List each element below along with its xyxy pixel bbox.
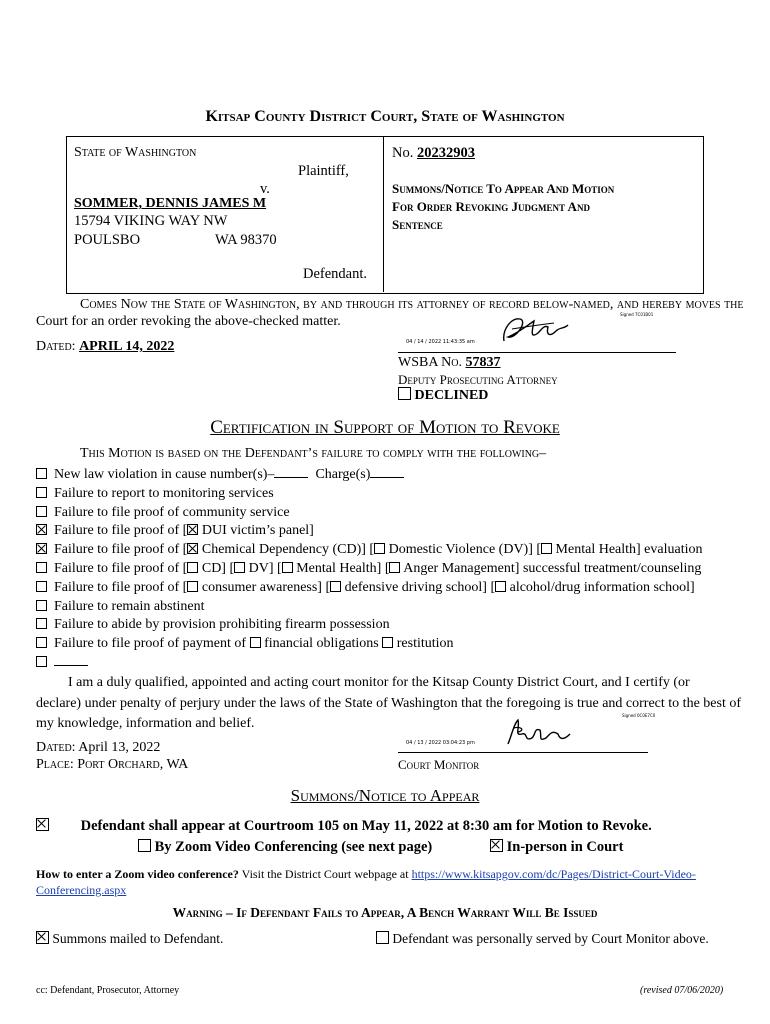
violation-item bbox=[36, 485, 703, 504]
cd-treatment-checkbox[interactable] bbox=[187, 562, 198, 573]
monitor-place-value: Port Orchard, WA bbox=[77, 757, 189, 772]
document-title bbox=[392, 180, 614, 234]
restitution-checkbox[interactable] bbox=[382, 637, 393, 648]
violation-item bbox=[36, 654, 703, 673]
violation-checkbox[interactable] bbox=[36, 506, 47, 517]
violation-text: Failure to remain abstinent bbox=[54, 598, 205, 614]
caption-divider bbox=[383, 136, 384, 292]
monitor-sig-id: Signed 0C0E7C0 bbox=[622, 713, 656, 718]
violation-item: Failure to file proof of [ DUI victim’s panel] bbox=[36, 522, 703, 541]
financial-checkbox[interactable] bbox=[250, 637, 261, 648]
declaration-3: my knowledge, information and belief. bbox=[36, 716, 255, 731]
defendant-city: POULSBO bbox=[74, 232, 141, 248]
violation-checkbox[interactable] bbox=[36, 468, 47, 479]
violation-item: New law violation in cause number(s)– Charge(s) bbox=[36, 466, 703, 485]
zoom-link-2[interactable]: Conferencing.aspx bbox=[36, 883, 127, 897]
wsba-label: WSBA No. bbox=[398, 355, 463, 370]
monitor-sig-stamp: 04 / 13 / 2022 03:04:23 pm bbox=[406, 740, 475, 746]
plaintiff-label: Plaintiff, bbox=[298, 163, 349, 179]
case-number-label: No. bbox=[392, 145, 414, 161]
cc-line: cc: Defendant, Prosecutor, Attorney bbox=[36, 985, 180, 996]
declaration-1: I am a duly qualified, appointed and acting court monitor for the Kitsap County District Court, and I certify (or bbox=[68, 675, 690, 690]
certification-intro: This Motion is based on the Defendant’s failure to comply with the following– bbox=[80, 446, 547, 461]
appear-row bbox=[36, 818, 652, 835]
motion-dated-value: APRIL 14, 2022 bbox=[79, 339, 175, 354]
inperson-checkbox[interactable] bbox=[490, 839, 503, 852]
monitor-dated bbox=[36, 740, 160, 756]
violation-checkbox[interactable] bbox=[36, 637, 47, 648]
plaintiff-name: State of Washington bbox=[74, 145, 197, 160]
case-number-row bbox=[392, 145, 475, 162]
served-checkbox[interactable] bbox=[376, 931, 389, 944]
violation-text: Failure to file proof of community service bbox=[54, 504, 290, 520]
inperson-option-row bbox=[490, 839, 623, 856]
violation-checkbox[interactable] bbox=[36, 581, 47, 592]
violation-checkbox[interactable] bbox=[36, 600, 47, 611]
mailed-row bbox=[36, 931, 223, 947]
declined-label: DECLINED bbox=[414, 388, 489, 403]
declined-row bbox=[398, 387, 488, 404]
mailed-checkbox[interactable] bbox=[36, 931, 49, 944]
zoom-link-continued bbox=[36, 883, 126, 898]
prosecutor-signature bbox=[498, 311, 570, 349]
prosecutor-signature-line bbox=[398, 352, 676, 353]
document-title-line-2: For Order Revoking Judgment And bbox=[392, 199, 590, 214]
dui-panel-checkbox[interactable] bbox=[187, 524, 198, 535]
prosecutor-sig-id: Signed 7C01B01 bbox=[620, 312, 654, 317]
violation-checkbox[interactable] bbox=[36, 656, 47, 667]
monitor-role: Court Monitor bbox=[398, 757, 480, 772]
violation-item bbox=[36, 616, 703, 635]
driving-checkbox[interactable] bbox=[330, 581, 341, 592]
certification-heading: Certification in Support of Motion to Revoke bbox=[210, 417, 560, 438]
violation-item: Failure to file proof of [ consumer awareness] [ defensive driving school] [ alcohol/drug information school] bbox=[36, 579, 703, 598]
defendant-address: 15794 VIKING WAY NW bbox=[74, 213, 228, 229]
defendant-state-zip: WA 98370 bbox=[215, 232, 277, 248]
dv-eval-checkbox[interactable] bbox=[374, 543, 385, 554]
anger-checkbox[interactable] bbox=[389, 562, 400, 573]
zoom-checkbox[interactable] bbox=[138, 839, 151, 852]
violation-checkbox[interactable] bbox=[36, 562, 47, 573]
violation-item: Failure to file proof of [ CD] [ DV] [ Mental Health] [ Anger Management] successful treatment/counseling bbox=[36, 560, 703, 579]
zoom-instructions bbox=[36, 867, 696, 882]
prosecutor-sig-stamp: 04 / 14 / 2022 11:43:35 am bbox=[406, 339, 475, 345]
declaration-2: declare) under penalty of perjury under the laws of the State of Washington that the foregoing is true and correct to the best of bbox=[36, 696, 741, 711]
zoom-option-label: By Zoom Video Conferencing (see next page) bbox=[154, 839, 433, 855]
served-row bbox=[376, 931, 709, 947]
violation-item bbox=[36, 598, 703, 617]
defendant-name: SOMMER, DENNIS JAMES M bbox=[74, 196, 267, 211]
zoom-question: How to enter a Zoom video conference? bbox=[36, 867, 239, 881]
motion-intro-2: Court for an order revoking the above-checked matter. bbox=[36, 314, 341, 329]
violation-item: Failure to file proof of payment of financial obligations restitution bbox=[36, 635, 703, 654]
warning-text: Warning – If Defendant Fails to Appear, A Bench Warrant Will Be Issued bbox=[172, 905, 598, 920]
defendant-label: Defendant. bbox=[303, 266, 368, 282]
violation-text: Failure to abide by provision prohibiting firearm possession bbox=[54, 617, 390, 633]
violation-item bbox=[36, 504, 703, 523]
wsba-number: 57837 bbox=[465, 355, 501, 370]
monitor-signature bbox=[504, 714, 576, 750]
inperson-option-label: In-person in Court bbox=[506, 839, 624, 855]
violation-checkbox[interactable] bbox=[36, 524, 47, 535]
monitor-place bbox=[36, 757, 188, 773]
mailed-label: Summons mailed to Defendant. bbox=[52, 931, 224, 946]
case-number: 20232903 bbox=[416, 145, 475, 161]
zoom-option-row bbox=[138, 839, 432, 856]
monitor-signature-line bbox=[398, 752, 648, 753]
monitor-place-label: Place: bbox=[36, 757, 74, 772]
cd-eval-checkbox[interactable] bbox=[187, 543, 198, 554]
prosecutor-role: Deputy Prosecuting Attorney bbox=[398, 372, 558, 387]
summons-heading: Summons/Notice to Appear bbox=[290, 786, 480, 805]
violation-item: Failure to file proof of [ Chemical Dependency (CD)] [ Domestic Violence (DV)] [ Mental Health] evaluation bbox=[36, 541, 703, 560]
mh-treatment-checkbox[interactable] bbox=[282, 562, 293, 573]
monitor-dated-value: April 13, 2022 bbox=[78, 740, 161, 755]
court-title: Kitsap County District Court, State of Washington bbox=[205, 108, 565, 125]
declined-checkbox[interactable] bbox=[398, 387, 411, 400]
violation-list bbox=[36, 466, 703, 673]
violation-checkbox[interactable] bbox=[36, 543, 47, 554]
appear-text: Defendant shall appear at Courtroom 105 on May 11, 2022 at 8:30 am for Motion to Revoke. bbox=[80, 818, 652, 834]
motion-dated bbox=[36, 339, 174, 355]
mh-eval-checkbox[interactable] bbox=[541, 543, 552, 554]
revised-date: (revised 07/06/2020) bbox=[640, 985, 724, 996]
zoom-link[interactable]: https://www.kitsapgov.com/dc/Pages/District-Court-Video- bbox=[411, 867, 696, 881]
alcohol-checkbox[interactable] bbox=[495, 581, 506, 592]
dv-treatment-checkbox[interactable] bbox=[234, 562, 245, 573]
monitor-dated-label: Dated: bbox=[36, 740, 76, 755]
appear-checkbox[interactable] bbox=[36, 818, 49, 831]
violation-checkbox[interactable] bbox=[36, 487, 47, 498]
consumer-checkbox[interactable] bbox=[187, 581, 198, 592]
document-title-line-1: Summons/Notice To Appear And Motion bbox=[392, 181, 615, 196]
motion-intro-1 bbox=[80, 297, 744, 313]
wsba-row bbox=[398, 355, 501, 371]
zoom-text: Visit the District Court webpage at bbox=[241, 867, 409, 881]
served-label: Defendant was personally served by Court Monitor above. bbox=[392, 931, 709, 946]
versus-label: v. bbox=[260, 181, 270, 197]
motion-intro-text-1: Comes Now the State of Washington, by and through its attorney of record below-named, and hereby moves the bbox=[80, 297, 744, 312]
document-title-line-3: Sentence bbox=[392, 217, 443, 232]
violation-checkbox[interactable] bbox=[36, 618, 47, 629]
motion-dated-label: Dated: bbox=[36, 339, 76, 354]
violation-text: Failure to report to monitoring services bbox=[54, 485, 274, 501]
